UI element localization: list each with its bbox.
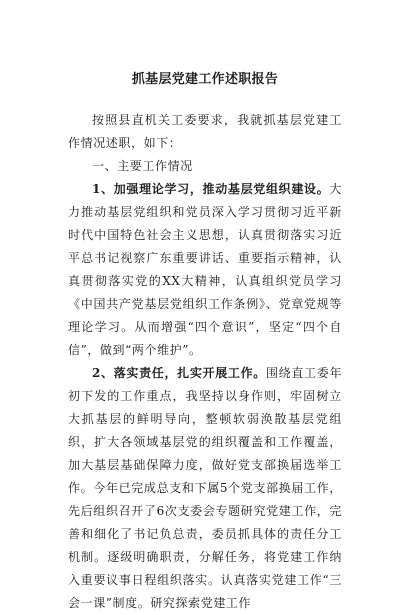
document-title: 抓基层党建工作述职报告 <box>131 72 279 87</box>
point-1-heading: 1、加强理论学习，推动基层党组织建设。 <box>92 182 330 196</box>
point-2-text: 围绕直工委年初下发的工作重点，我坚持以身作则，牢固树立大抓基层的鲜明导向，整顿软弱涣散基层党组织，扩大各领域基层党的组织覆盖和工作覆盖，加大基层基础保障力度，做好党支部换届选举工作。今年已完成总支和下属5个党支部换届工作，先后组织召开了6次支委会专题研究党建工作，完善和细化了书记负总责，委员抓具体的责任分工机制。逐级明确职责，分解任务，将党建工作纳入重要议事日程组织落实。认真落实党建工作“三会一课”制度。研究探索党建工作 <box>68 366 342 610</box>
point-1-paragraph <box>68 178 342 362</box>
point-1-text: 大力推动基层党组织和党员深入学习贯彻习近平新时代中国特色社会主义思想，认真贯彻落实习近平总书记视察广东重要讲话、重要指示精神，认真贯彻落实党的XX大精神，认真组织党员学习《中国共产党基层党组织工作条例》、党章党规等理论学习。从而增强“四个意识”，坚定“四个自信”，做到“两个维护”。 <box>68 182 342 357</box>
section-heading: 一、主要工作情况 <box>92 159 193 173</box>
point-2-paragraph <box>68 362 342 615</box>
intro-paragraph: 按照县直机关工委要求，我就抓基层党建工作情况述职，如下： <box>68 113 342 150</box>
point-2-heading: 2、落实责任，扎实开展工作。 <box>92 366 266 380</box>
